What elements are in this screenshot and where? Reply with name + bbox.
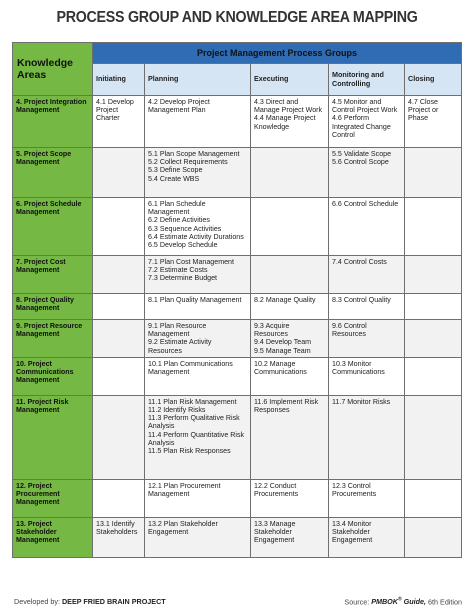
- process-cell-initiating: [93, 395, 145, 479]
- process-cell-monitoring: [329, 256, 405, 294]
- knowledge-area-label: 5. Project Scope Management: [13, 148, 93, 198]
- process-item: 9.3 Acquire Resources: [254, 322, 290, 339]
- process-cell-initiating: [93, 256, 145, 294]
- process-cell-closing: [405, 479, 462, 517]
- process-item: 12.1 Plan Procurement Management: [148, 481, 221, 499]
- process-item: 5.1 Plan Scope Management: [148, 150, 240, 158]
- process-item: 6.6 Control Schedule: [332, 200, 399, 208]
- process-item: 11.2 Identify Risks: [148, 406, 206, 415]
- process-item: 11.4 Perform Quantitative Risk Analysis: [148, 430, 245, 447]
- footer-credit: [14, 597, 166, 606]
- process-cell-planning: [145, 395, 251, 479]
- process-cell-executing: [251, 256, 329, 294]
- process-item: 7.3 Determine Budget: [148, 274, 218, 283]
- process-item: 4.2 Develop Project Management Plan: [148, 98, 210, 115]
- process-item: 10.1 Plan Communications Management: [148, 359, 233, 377]
- process-cell-closing: [405, 320, 462, 358]
- process-cell-planning: [145, 96, 251, 148]
- process-item: 6.2 Define Activities: [148, 216, 210, 225]
- process-cell-closing: [405, 198, 462, 256]
- process-cell-closing: [405, 357, 462, 395]
- registered-mark: ®: [397, 597, 402, 603]
- process-cell-planning: [145, 294, 251, 320]
- table-row: [13, 96, 462, 148]
- table-row: [13, 479, 462, 517]
- process-item: 4.5 Monitor and Control Project Work: [332, 98, 398, 115]
- process-cell-initiating: [93, 96, 145, 148]
- source-book: PMBOK: [371, 597, 398, 607]
- process-item: 8.3 Control Quality: [332, 296, 391, 304]
- process-item: 12.2 Conduct Procurements: [254, 481, 299, 499]
- process-item: 11.6 Implement Risk Responses: [254, 397, 319, 415]
- process-cell-initiating: [93, 320, 145, 358]
- process-cell-planning: [145, 517, 251, 557]
- table-row: [13, 294, 462, 320]
- process-cell-monitoring: [329, 517, 405, 557]
- table-row: [13, 198, 462, 256]
- phase-header-closing: Closing: [405, 64, 462, 96]
- knowledge-area-label: 12. Project Procurement Management: [13, 479, 93, 517]
- table-row: [13, 256, 462, 294]
- phase-header-executing: Executing: [251, 64, 329, 96]
- knowledge-area-label: 7. Project Cost Management: [13, 256, 93, 294]
- process-cell-closing: [405, 395, 462, 479]
- process-cell-initiating: [93, 479, 145, 517]
- developed-by-label: Developed by:: [14, 597, 60, 606]
- process-cell-planning: [145, 256, 251, 294]
- process-cell-executing: [251, 395, 329, 479]
- process-item: 11.3 Perform Qualitative Risk Analysis: [148, 414, 240, 431]
- table-row: [13, 148, 462, 198]
- process-item: 12.3 Control Procurements: [332, 481, 377, 499]
- process-item: 5.5 Validate Scope: [332, 150, 392, 158]
- process-cell-monitoring: [329, 395, 405, 479]
- process-cell-initiating: [93, 357, 145, 395]
- table-row: [13, 517, 462, 557]
- process-cell-executing: [251, 96, 329, 148]
- process-item: 11.1 Plan Risk Management: [148, 397, 237, 406]
- process-item: 9.6 Control Resources: [332, 322, 367, 339]
- source-label: Source:: [344, 597, 370, 607]
- process-item: 7.1 Plan Cost Management: [148, 258, 234, 266]
- table-row: [13, 320, 462, 358]
- knowledge-area-label: 13. Project Stakeholder Management: [13, 517, 93, 557]
- process-item: 4.1 Develop Project Charter: [96, 98, 134, 123]
- process-cell-initiating: [93, 198, 145, 256]
- knowledge-area-label: 9. Project Resource Management: [13, 320, 93, 358]
- process-item: 6.3 Sequence Activities: [148, 224, 222, 233]
- process-cell-executing: [251, 479, 329, 517]
- process-cell-closing: [405, 256, 462, 294]
- process-cell-initiating: [93, 517, 145, 557]
- process-item: 6.4 Estimate Activity Durations: [148, 232, 244, 241]
- process-cell-monitoring: [329, 96, 405, 148]
- developer-name: DEEP FRIED BRAIN PROJECT: [61, 597, 166, 606]
- page-title: PROCESS GROUP AND KNOWLEDGE AREA MAPPING: [56, 9, 418, 26]
- footer-source: [344, 597, 462, 606]
- mapping-table: [12, 42, 462, 558]
- process-item: 13.4 Monitor Stakeholder Engagement: [332, 519, 373, 545]
- process-cell-monitoring: [329, 148, 405, 198]
- process-cell-closing: [405, 148, 462, 198]
- process-cell-executing: [251, 517, 329, 557]
- process-cell-monitoring: [329, 198, 405, 256]
- process-item: 9.2 Estimate Activity Resources: [148, 338, 212, 355]
- phase-header-monitoring: Monitoring and Controlling: [329, 64, 405, 96]
- process-cell-planning: [145, 198, 251, 256]
- phase-header-planning: Planning: [145, 64, 251, 96]
- process-cell-closing: [405, 517, 462, 557]
- process-item: 8.1 Plan Quality Management: [148, 296, 242, 304]
- process-item: 9.1 Plan Resource Management: [148, 322, 207, 339]
- process-groups-header: Project Management Process Groups: [93, 43, 462, 64]
- knowledge-area-label: 4. Project Integration Management: [13, 96, 93, 148]
- process-cell-executing: [251, 198, 329, 256]
- process-cell-executing: [251, 148, 329, 198]
- process-item: 7.2 Estimate Costs: [148, 266, 208, 275]
- knowledge-area-label: 6. Project Schedule Management: [13, 198, 93, 256]
- process-item: 5.4 Create WBS: [148, 174, 200, 183]
- process-item: 5.2 Collect Requirements: [148, 158, 228, 167]
- process-cell-initiating: [93, 294, 145, 320]
- source-guide: Guide,: [403, 597, 427, 607]
- knowledge-areas-header: Knowledge Areas: [13, 43, 93, 96]
- process-cell-monitoring: [329, 320, 405, 358]
- process-cell-planning: [145, 479, 251, 517]
- process-cell-planning: [145, 320, 251, 358]
- process-item: 4.3 Direct and Manage Project Work: [254, 98, 323, 115]
- phase-header-initiating: Initiating: [93, 64, 145, 96]
- process-cell-closing: [405, 96, 462, 148]
- process-cell-executing: [251, 357, 329, 395]
- source-edition: 6th Edition: [428, 597, 462, 607]
- process-item: 6.5 Develop Schedule: [148, 241, 218, 250]
- process-item: 4.6 Perform Integrated Change Control: [332, 114, 391, 139]
- process-item: 11.5 Plan Risk Responses: [148, 447, 231, 456]
- process-cell-executing: [251, 294, 329, 320]
- process-item: 11.7 Monitor Risks: [332, 397, 391, 406]
- process-item: 8.2 Manage Quality: [254, 296, 316, 304]
- process-cell-closing: [405, 294, 462, 320]
- process-item: 5.6 Control Scope: [332, 158, 389, 167]
- table-body: [13, 96, 462, 558]
- process-item: 4.7 Close Project or Phase: [408, 98, 439, 123]
- table-row: [13, 395, 462, 479]
- process-cell-planning: [145, 357, 251, 395]
- knowledge-area-label: 10. Project Communications Management: [13, 357, 93, 395]
- process-cell-monitoring: [329, 479, 405, 517]
- process-item: 13.2 Plan Stakeholder Engagement: [148, 519, 218, 537]
- process-item: 9.5 Manage Team: [254, 346, 311, 355]
- process-item: 4.4 Manage Project Knowledge: [254, 114, 316, 131]
- process-item: 6.1 Plan Schedule Management: [148, 200, 206, 217]
- process-cell-initiating: [93, 148, 145, 198]
- process-cell-monitoring: [329, 294, 405, 320]
- process-item: 10.3 Monitor Communications: [332, 359, 385, 377]
- process-cell-executing: [251, 320, 329, 358]
- process-cell-monitoring: [329, 357, 405, 395]
- process-cell-planning: [145, 148, 251, 198]
- process-item: 9.4 Develop Team: [254, 338, 312, 347]
- process-item: 7.4 Control Costs: [332, 258, 387, 266]
- process-item: 13.3 Manage Stakeholder Engagement: [254, 519, 296, 545]
- knowledge-area-label: 8. Project Quality Management: [13, 294, 93, 320]
- process-item: 10.2 Manage Communications: [254, 359, 307, 377]
- knowledge-area-label: 11. Project Risk Management: [13, 395, 93, 479]
- process-item: 13.1 Identify Stakeholders: [96, 519, 138, 537]
- table-row: [13, 357, 462, 395]
- process-item: 5.3 Define Scope: [148, 166, 203, 175]
